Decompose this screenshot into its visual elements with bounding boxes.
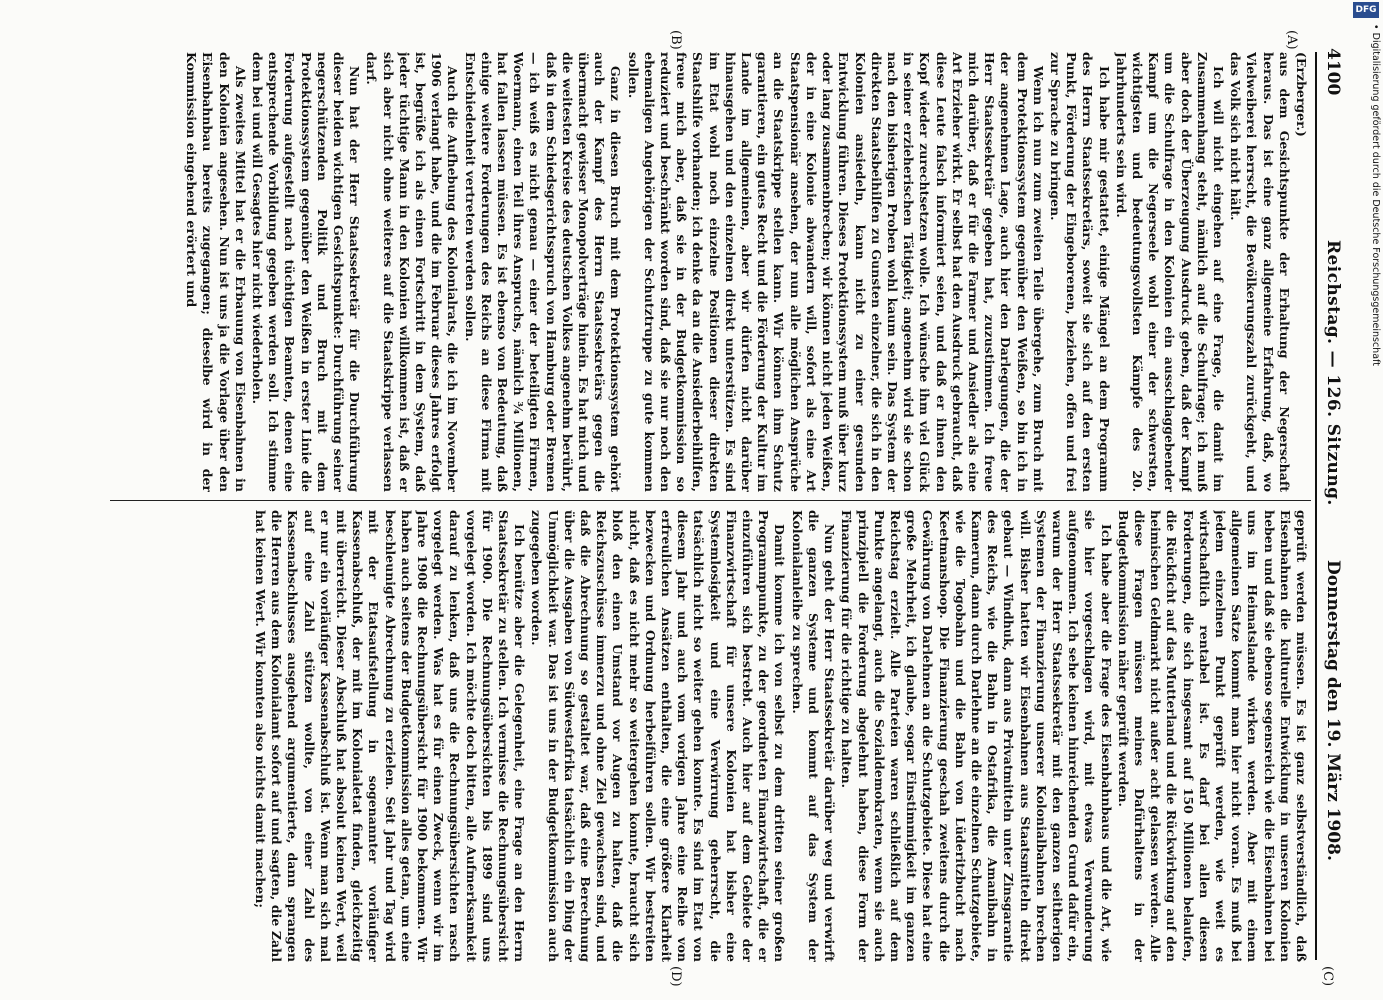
margin-mark-d: (D) xyxy=(668,966,683,987)
paragraph: Auch die Aufhebung des Kolonialrats, die ich im November 1906 verlangt habe, und die im Februar dieses Jahres erfolgt ist, begrüße ich als einen Fortschritt in dem System, daß jeder tüchtige Mann in den Kolonien willkommen ist, daß er sich aber nicht ohne weiteres auf die Staatskrippe verlassen darf. xyxy=(364,52,461,492)
paragraph: Ich habe mir gestattet, einige Mängel an dem Programm des Herrn Staatssekretärs, soweit sie sich auf den ersten Punkt, Förderung der Eingeborenen, beziehen, offen und frei zur Sprache zu bringen. xyxy=(1047,52,1112,492)
paragraph: Ich will nicht eingehen auf eine Frage, die damit im Zusammenhang steht, nämlich auf die Schulfrage; ich muß aber doch der Überzeugung Ausdruck geben, daß der Kampf um die Schulfrage in den Kolonien ein ausschlaggebender Kampf um die Negerseele wohl einer der schwersten, wichtigsten und bedeutungsvollsten Kämpfe des 20. Jahrhunderts sein wird. xyxy=(1113,52,1226,492)
right-column xyxy=(110,510,1309,962)
credit-strip xyxy=(1355,0,1383,1000)
paragraph: Wenn ich nun zum zweiten Teile übergehe, zum Bruch mit dem Protektionssystem gegenüber den Weißen, so bin ich in der angenehmen Lage, auch hier den Darlegungen, die der Herr Staatssekretär gegeben hat, zuzustimmen. Ich freue mich darüber, daß er für die Farmer und Ansiedler als eine Art Erzieher wirkt. Er selbst hat den Ausdruck gebraucht, daß diese Leute falsch informiert seien, und daß er ihnen den Kopf wieder zurechtsetzen wolle. Ich wünsche ihm viel Glück in seiner erzieherischen Tätigkeit; angenehm wird sie schon nach den bisherigen Proben wohl kaum sein. Das System der direkten Staatsbeihilfen zu Gunsten einzelner, die sich in den Kolonien ansiedeln, kann nicht zu einer gesunden Entwicklung führen. Dieses Protektionssystem muß über kurz oder lang zusammenbrechen; wir können nicht jeden Weißen, der in eine Kolonie abwandern will, sofort als eine Art Staatspensionär ansehen, der nun alle möglichen Ansprüche an die Staatskrippe stellen kann. Wir können ihm Schutz garantieren, ein gutes Recht und die Förderung der Kultur im Lande im allgemeinen, aber wir dürfen nicht darüber hinausgehen und den einzelnen direkt unterstützen. Es sind im Etat wohl noch einzelne Positionen dieser direkten Staatshilfe vorhanden; ich denke da an die Ansiedlerbeihilfen, freue mich aber, daß sie in der Budgetkommission so reduziert und beschränkt worden sind, daß sie nur noch den ehemaligen Angehörigen der Schutztruppe zu gute kommen sollen. xyxy=(625,52,1046,492)
paragraph: Nun geht der Herr Staatssekretär darüber weg und verwirft die ganzen Systeme und kommt auf das System der Kolonialanleihe zu sprechen. xyxy=(789,510,838,962)
margin-mark-b: (B) xyxy=(668,30,683,50)
header-rule xyxy=(1315,52,1317,960)
page-title: Reichstag. — 126. Sitzung. xyxy=(1323,240,1343,506)
credit-text-wrap xyxy=(1365,24,1381,584)
page-number: 4100 xyxy=(1323,48,1343,96)
paragraph: Ganz in diesen Bruch mit dem Protektionssystem gehört auch der Kampf des Herrn Staatssekretärs gegen die übermacht gewisser Monopolverträge hinein. Es hat mich und die weitesten Kreise des deutschen Volkes angenehm berührt, daß in dem Schiedsgerichtsspruch von Hamburg oder Bremen — ich weiß es nicht genau — einer der beteiligten Firmen, Woermann, einen Teil ihres Anspruchs, nämlich ¾ Millionen, hat fallen lassen müssen. Es ist ebenso von Bedeutung, daß einige weitere Forderungen des Reichs an diese Firma mit Entschiedenheit vertreten werden sollen. xyxy=(462,52,624,492)
paragraph: Als zweites Mittel hat er die Erbauung von Eisenbahnen in den Kolonien angesehen. Nun ist uns ja die Vorlage über den Eisenbahnbau bereits zugegangen; dieselbe wird in der Kommission eingehend erörtert und xyxy=(184,52,248,492)
paragraph: aus dem Gesichtspunkte der Erhaltung der Negerschaft heraus. Das ist eine ganz allgemeine Erfahrung, daß, wo Vielweiberei herrscht, die Bevölkerungszahl zurückgeht, und das Volk sich nicht hält. xyxy=(1228,52,1292,492)
column-divider xyxy=(110,500,1311,501)
margin-mark-c: (C) xyxy=(1320,966,1335,987)
session-date: Donnerstag den 19. März 1908. xyxy=(1323,560,1343,861)
paragraph: Ich benütze aber die Gelegenheit, eine Frage an den Herrn Staatssekretär zu stellen. Ich vermisse die Rechnungsübersicht für 1900. Die Rechnungsübersichten bis 1899 sind uns vorgelegt worden. Ich möchte doch bitten, alle Aufmerksamkeit darauf zu lenken, daß uns die Rechnungsübersichten rasch vorgelegt werden. Was hat es für einen Zweck, wenn wir im Jahre 1908 die Rechnungsübersicht für 1900 bekommen. Wir haben auch seitens der Budgetkommission alles getan, um eine beschleunigte Abrechnung zu erzielen. Seit Jahr und Tag wird mit der Etatsaufstellung in sogenannter vorläufiger Kassenabschluß, der mit im Kolonialetat finden, gleichzeitig mit überreicht. Dieser Abschluß hat absolut keinen Wert, weil er nur ein vorläufiger Kassenabschluß ist. Wenn man sich mal auf eine Zahl stützen wollte, von einer Zahl des Kassenabschlusses ausgehend argumentierte, dann sprangen die Herren aus dem Kolonialamt sofort auf und sagten, die Zahl hat keinen Wert. Wir konnten also nichts damit machen; xyxy=(253,510,528,962)
left-column xyxy=(110,52,1309,492)
paragraph: Ich habe aber die Frage des Eisenbahnbaus und die Art, wie sie hier vorgeschlagen wird, mit etwas Verwunderung aufgenommen. Ich sehe keinen hinreichenden Grund dafür ein, warum der Herr Staatssekretär mit den ganzen seitherigen Systemen der Finanzierung unserer Kolonialbahnen brechen will. Bisher hatten wir Eisenbahnen aus Staatsmitteln direkt gebaut — Windhuk, dann aus Privatmitteln unter Zinsgarantie des Reichs, wie die Bahn in Ostafrika, die Amanibahn in Kamerun, dann durch Darlehne an die einzelnen Schutzgebiete, wie die Togobahn und die Bahn von Lüderitzbucht nach Keetmanshoop. Die Finanzierung geschah zweitens durch die Gewährung von Darlehnen an die Schutzgebiete. Diese hat eine große Mehrheit, ich glaube, sogar Einstimmigkeit im ganzen Reichstag erzielt. Alle Parteien waren schließlich auf dem Punkte angelangt, auch die Sozialdemokraten, wenn sie auch prinzipiell die Forderung abgelehnt haben, diese Form der Finanzierung für die richtige zu halten. xyxy=(839,510,1114,962)
credit-text: Digitalisierung gefördert durch die Deutsche Forschungsgemeinschaft • xyxy=(1370,24,1381,366)
dfg-logo: DFG xyxy=(1353,2,1379,18)
paragraph: Nun hat der Herr Staatssekretär für die Durchführung dieser beiden wichtigen Gesichtspunkte: Durchführung seiner negerschützenden Politik und Bruch mit dem Protektionssystem gegenüber den Weißen in erster Linie die Forderung aufgestellt nach tüchtigen Beamten, denen eine entsprechende Vorbildung gegeben werden soll. Ich stimme dem bei und will Gesagtes hier nicht wiederholen. xyxy=(250,52,363,492)
paragraph: Damit komme ich von selbst zu dem dritten seiner großen Programmpunkte, zu der geordneten Finanzwirtschaft, die er einzuführen sich bestrebt. Auch hier auf dem Gebiete der Finanzwirtschaft für unsere Kolonien hat bisher eine Systemlosigkeit und eine Verwirrung geherrscht, die tatsächlich nicht so weiter gehen konnte. Es sind im Etat von diesem Jahr und auch vom vorigen Jahre eine Reihe von erfreulichen Ansätzen enthalten, die eine größere Klarheit bezwecken und Ordnung herbeiführen sollen. Wir bestreiten nicht, daß es nicht mehr so weitergehen konnte, braucht sich bloß den einen Umstand vor Augen zu halten, daß die Reichszuschüsse immerzu und ohne Ziel gewachsen sind, und daß die Abrechnung so gestaltet war, daß eine Berechnung über die Ausgaben von Südwestafrika tatsächlich ein Ding der Unmöglichkeit war. Das ist uns in der Budgetkommission auch zugegeben worden. xyxy=(529,510,788,962)
paragraph: geprüft werden müssen. Es ist ganz selbstverständlich, daß Eisenbahnen die kulturelle Entwicklung in unseren Kolonien heben und daß sie ebenso segensreich wie die Eisenbahnen bei uns im Heimatslande wirken werden. Aber mit einem allgemeinen Satze kommt man hier nicht voran. Es muß bei jedem einzelnen Punkt geprüft werden, wie weit es wirtschaftlich rentabel ist. Es darf bei allen diesen Forderungen, die sich insgesamt auf 150 Millionen belaufen, die Rückficht auf das Mutterland und die Rückwirkung auf den heimischen Geldmarkt nicht außer acht gelassen werden. Alle diese Fragen müssen meines Dafürhaltens in der Budgetkommission näher geprüft werden. xyxy=(1115,510,1309,962)
margin-mark-a: (A) xyxy=(1284,30,1299,50)
page-header xyxy=(1315,40,1343,960)
speaker-label: (Erzberger.) xyxy=(1294,52,1309,137)
